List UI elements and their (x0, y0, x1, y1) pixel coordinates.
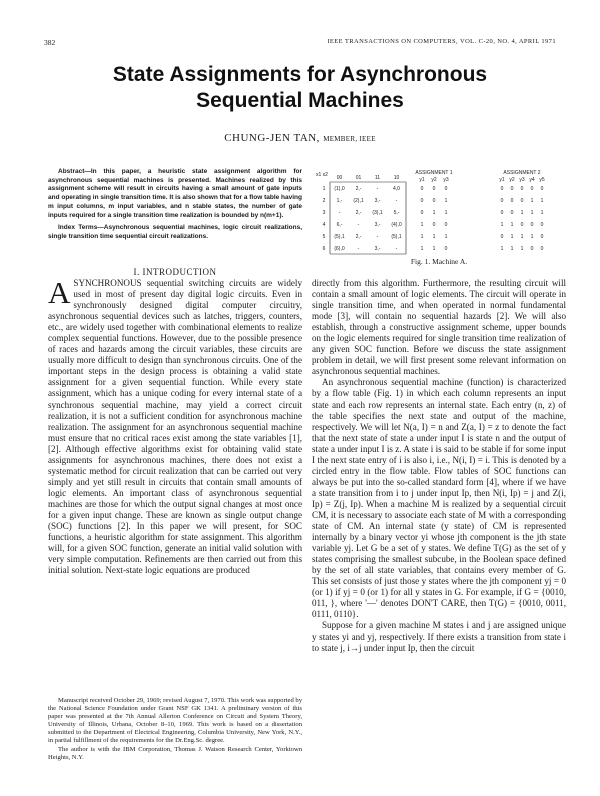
assignment-1-bit: 0 (444, 246, 448, 252)
introduction-text (48, 275, 302, 576)
flow-table-cell: (2),1 (353, 198, 364, 204)
abstract-text: Abstract—In this paper, a heuristic state assignment algorithm for asynchronous sequential machines is presented. Machines realized by this assignment scheme will result in circuits having a small amount of gate inputs and operating in single transition time. It is also shown that for a flow table having m input columns, m input variables, and n stable states, the number of gate inputs required for a single transition time realization is bounded by n(m+1). (48, 168, 302, 219)
flow-table-cell: 3,- (374, 222, 381, 228)
assignment-2-bit: 0 (500, 234, 504, 240)
assignment-2-variable: y5 (539, 177, 545, 183)
footnote-manuscript: Manuscript received October 29, 1969; revised August 7, 1970. This work was supported by the National Science Foundation under Grant NSF GK 1341. A preliminary version of this paper was presented at the 7th Annual Allerton Conference on Circuit and System Theory, University of Illinois, Urbana, October 8–10, 1969. This work is based on a dissertation submitted to the Department of Electrical Engineering, Columbia University, New York, N.Y., in partial fulfillment of the requirements for the Dr.Eng.Sc. degree. (48, 697, 302, 745)
figure-caption: Fig. 1. Machine A. (410, 257, 468, 266)
flow-table-cell: 2,- (355, 210, 362, 216)
assignment-2-bit: 1 (510, 246, 514, 252)
flow-table-row-state: 1 (322, 186, 326, 192)
assignment-1-bit: 1 (432, 234, 436, 240)
assignment-2-bit: 0 (500, 186, 504, 192)
flow-table-cell: (3),1 (372, 210, 383, 216)
author-membership: MEMBER, IEEE (323, 135, 376, 143)
assignment-1-bit: 0 (444, 186, 448, 192)
assignment-2-bit: 0 (520, 198, 524, 204)
figure-machine-a (312, 168, 566, 268)
assignment-2-variable: y2 (509, 177, 515, 183)
assignment-1-bit: 0 (420, 198, 424, 204)
assignment-1-variable: y3 (443, 177, 449, 183)
footnote (48, 697, 302, 762)
assignment-2-bit: 0 (540, 186, 544, 192)
flow-table-cell: - (338, 210, 341, 216)
flow-table-cell: - (395, 198, 398, 204)
assignment-2-bit: 1 (540, 210, 544, 216)
index-terms: Index Terms—Asynchronous sequential machines, logic circuit realizations, single transition time sequential circuit realizations. (48, 224, 302, 240)
flow-table-cell: 3,- (374, 198, 381, 204)
flow-table-cell: (4),0 (391, 222, 402, 228)
flow-table-cell: 2,- (355, 234, 362, 240)
abstract-block (48, 168, 302, 246)
assignment-2-bit: 0 (540, 222, 544, 228)
assignment-2-bit: 0 (500, 210, 504, 216)
journal-header: IEEE TRANSACTIONS ON COMPUTERS, VOL. C-20, NO. 4, APRIL 1971 (327, 38, 556, 45)
assignment-2-bit: 1 (520, 234, 524, 240)
assignment-1-bit: 0 (432, 186, 436, 192)
assignment-2-bit: 0 (540, 246, 544, 252)
intro-paragraph-1: SYNCHRONOUS sequential switching circuits are widely used in most of present day digital logic circuits. Even in synchronously designed digital computer circuitry, asynchronous sequential devices such as latches, triggers, counters, etc., are widely used together with combinational elements to realize complex sequential functions. However, due to the possible presence of races and hazards among the circuit variables, these circuits are usually more difficult to design than synchronous circuits. One of the important steps in the design process is obtaining a valid state assignment for a given sequential function. While every state assignment, which has a unique coding for every internal state of a synchronous sequential machine, may yield a correct circuit realization, it is not a sufficient condition for asynchronous machine realization. The assignment for an asynchronous sequential machine must ensure that no critical races exist among the state variables [1], [2]. Although effective algorithms exist for obtaining valid state assignments for asynchronous machines, there does not exist a systematic method for circuit realization that can be carried out very simply and yet still result in circuits that contain small amounts of logic elements. An important class of asynchronous sequential machines are those for which the output signal changes at most once for a given input change. These are known as single output change (SOC) functions [2]. In this paper we will present, for SOC functions, a heuristic algorithm for state assignment. This algorithm will, for a given SOC function, generate an initial valid solution with very simple computation. Refinements are then carried out from this initial solution. Next-state logic equations are produced (48, 278, 302, 576)
assignment-1-variable: y1 (419, 177, 425, 183)
assignment-2-bit: 1 (530, 234, 534, 240)
assignment-2-bit: 1 (530, 210, 534, 216)
assignment-1-bit: 0 (420, 210, 424, 216)
flow-table-row-state: 2 (322, 198, 326, 204)
assignment-2-bit: 0 (510, 210, 514, 216)
assignment-2-variable: y3 (519, 177, 525, 183)
assignment-2-bit: 0 (530, 246, 534, 252)
assignment-2-bit: 0 (510, 186, 514, 192)
flow-table-row-state: 6 (322, 246, 326, 252)
dropcap: A (48, 275, 71, 310)
flow-table-cell: - (357, 222, 360, 228)
assignment-1-bit: 0 (432, 222, 436, 228)
assignment-1-bit: 1 (420, 234, 424, 240)
flow-table-cell: (6),0 (334, 246, 345, 252)
assignment-2-bit: 1 (510, 222, 514, 228)
assignment-1-bit: 1 (444, 210, 448, 216)
flow-table-input-label: x1 x2 (316, 172, 328, 178)
assignment-2-variable: y4 (529, 177, 535, 183)
flow-table-cell: 3,- (374, 246, 381, 252)
flow-table-cell: 6,- (336, 222, 343, 228)
assignment-2-bit: 1 (510, 234, 514, 240)
paper-title: State Assignments for Asynchronous Sequential Machines (112, 63, 488, 112)
assignment-1-bit: 0 (432, 198, 436, 204)
assignment-2-variable: y1 (499, 177, 505, 183)
assignment-2-bit: 1 (530, 198, 534, 204)
assignment-2-bit: 1 (520, 246, 524, 252)
right-paragraph-1: directly from this algorithm. Furthermore, the resulting circuit will contain a small amount of logic elements. The circuit will operate in single transition time, and when operated in normal fundamental mode [3], will contain no sequential hazards [2]. We will also establish, through a constructive assignment scheme, upper bounds on the logic elements required for single transition time realization of any given SOC function. Before we discuss the state assignment problem in detail, we will first present some relevant information on asynchronous sequential machines. (312, 278, 566, 377)
assignment-2-bit: 0 (530, 186, 534, 192)
assignment-1-bit: 0 (444, 222, 448, 228)
flow-table-column-header: 11 (374, 175, 381, 181)
flow-table-row-state: 5 (322, 234, 326, 240)
flow-table-cell: 1,- (336, 198, 343, 204)
assignment-1-bit: 1 (432, 210, 436, 216)
flow-table-row-state: 3 (322, 210, 326, 216)
assignment-1-bit: 1 (420, 246, 424, 252)
assignment-2-bit: 1 (500, 246, 504, 252)
assignment-2-bit: 1 (500, 222, 504, 228)
right-column-text (312, 278, 566, 654)
assignment-2-bit: 0 (510, 198, 514, 204)
assignment-2-bit: 0 (500, 198, 504, 204)
flow-table-cell: 4,0 (393, 186, 400, 192)
assignment-2-bit: 1 (540, 198, 544, 204)
assignment-2-bit: 0 (520, 186, 524, 192)
assignment-2-bit: 0 (540, 234, 544, 240)
assignment-2-bit: 0 (520, 222, 524, 228)
flow-table-cell: 2,- (355, 186, 362, 192)
right-paragraph-3: Suppose for a given machine M states i and j are assigned unique y states yi and yj, respectively. If there exists a transition from state i to state j, i→j under input Ip, then the circuit (312, 620, 566, 653)
assignment-1-bit: 0 (420, 186, 424, 192)
assignment-1-label: ASSIGNMENT 1 (415, 170, 453, 176)
flow-table-cell: (1),0 (334, 186, 345, 192)
flow-table-cell: (5),1 (391, 234, 402, 240)
flow-table-cell: - (376, 234, 379, 240)
flow-table-cell: - (357, 246, 360, 252)
assignment-1-bit: 1 (444, 198, 448, 204)
footnote-affiliation: The author is with the IBM Corporation, Thomas J. Watson Research Center, Yorktown Heights, N.Y. (48, 745, 302, 761)
assignment-2-bit: 0 (530, 222, 534, 228)
right-paragraph-2: An asynchronous sequential machine (function) is characterized by a flow table (Fig. 1) in which each column represents an input state and each row represents an internal state. Each entry (n, z) of the table specifies the next state and output of the machine, respectively. We will let N(a, I) = n and Z(a, I) = z to denote the fact that the next state of state a under input I is state n and the output of state a under input I is z. A state i is said to be stable if for some input I the next state entry of i is also i, i.e., N(i, I) = i. This is denoted by a circled entry in the flow table. Flow tables of SOC functions can always be put into the so-called standard form [4], where if we have a state transition from i to j under input Ip, then N(i, Ip) = j and Z(i, Ip) = Z(j, Ip). When a machine M is realized by a sequential circuit CM, it is necessary to associate each state of M with a corresponding state of CM. An internal state (y state) of CM is represented internally by a binary vector yi whose jth component is the jth state variable yj. Let G be a set of y states. We define T(G) as the set of y states comprising the smallest subcube, in the Boolean space defined by the set of all state variables, that contains every member of G. This set consists of just those y states where the jth component yj = 0 (or 1) if yj = 0 (or 1) for all y states in G. For example, if G = {0010, 011, }, where '—' denotes DON'T CARE, then T(G) = {0010, 0011, 0111, 0110}. (312, 377, 566, 620)
flow-table-column-header: 00 (336, 175, 343, 181)
assignment-2-label: ASSIGNMENT 2 (503, 170, 541, 176)
author-name: CHUNG-JEN TAN, (224, 132, 320, 144)
page-number: 382 (44, 38, 56, 47)
assignment-1-bit: 1 (444, 234, 448, 240)
flow-table-column-header: 01 (355, 175, 362, 181)
flow-table-column-header: 10 (393, 175, 400, 181)
flow-table-cell: 5,- (393, 210, 400, 216)
section-heading-introduction: I. INTRODUCTION (133, 267, 217, 277)
flow-table-cell: - (376, 186, 379, 192)
assignment-2-bit: 1 (520, 210, 524, 216)
assignment-1-bit: 1 (432, 246, 436, 252)
assignment-1-bit: 1 (420, 222, 424, 228)
assignment-1-variable: y2 (431, 177, 437, 183)
flow-table-row-state: 4 (322, 222, 326, 228)
flow-table-cell: (5),1 (334, 234, 345, 240)
flow-table-cell: - (395, 246, 398, 252)
author-line (60, 132, 540, 144)
